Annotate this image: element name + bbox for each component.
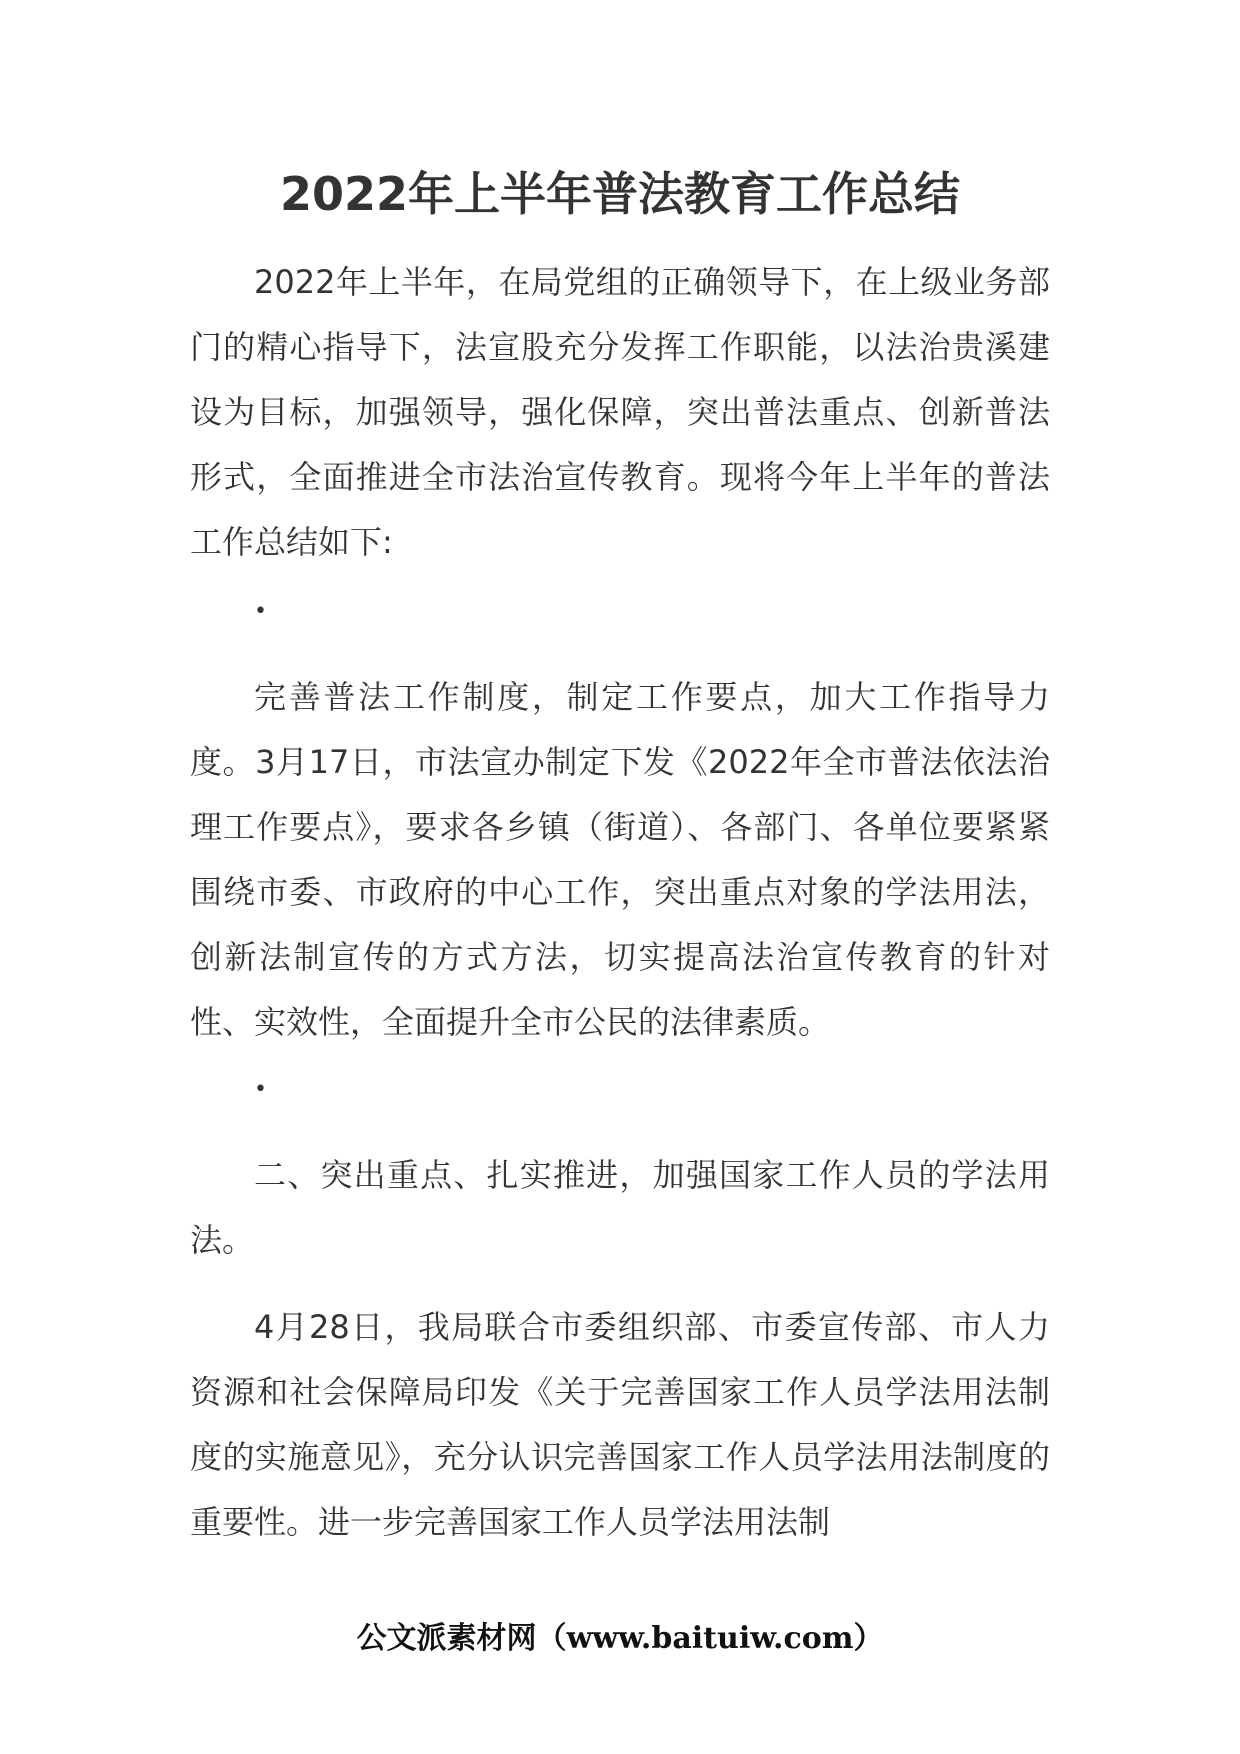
paragraph-section-one: 完善普法工作制度，制定工作要点，加大工作指导力度。3月17日，市法宣办制定下发《2022年全市普法依法治理工作要点》，要求各乡镇（街道）、各部门、各单位要紧紧围绕市委、市政府的中心工作，突出重点对象的学法用法，创新法制宣传的方式方法，切实提高法治宣传教育的针对性、实效性，全面提升全市公民的法律素质。 [190, 678, 1050, 1041]
paragraph-intro: 2022年上半年，在局党组的正确领导下，在上级业务部门的精心指导下，法宣股充分发挥工作职能，以法治贵溪建设为目标，加强领导，强化保障，突出普法重点、创新普法形式，全面推进全市法治宣传教育。现将今年上半年的普法工作总结如下: [190, 263, 1050, 561]
footer-watermark: 公文派素材网（www.baituiw.com） [356, 1621, 884, 1656]
bullet-marker: • [254, 599, 267, 624]
document-title: 2022年上半年普法教育工作总结 [279, 167, 961, 221]
paragraph-section-two-heading: 二、突出重点、扎实推进，加强国家工作人员的学法用法。 [190, 1156, 1050, 1259]
bullet-marker: • [254, 1077, 267, 1102]
paragraph-section-two-body: 4月28日，我局联合市委组织部、市委宣传部、市人力资源和社会保障局印发《关于完善国家工作人员学法用法制度的实施意见》，充分认识完善国家工作人员学法用法制度的重要性。进一步完善国家工作人员学法用法制 [190, 1308, 1050, 1541]
